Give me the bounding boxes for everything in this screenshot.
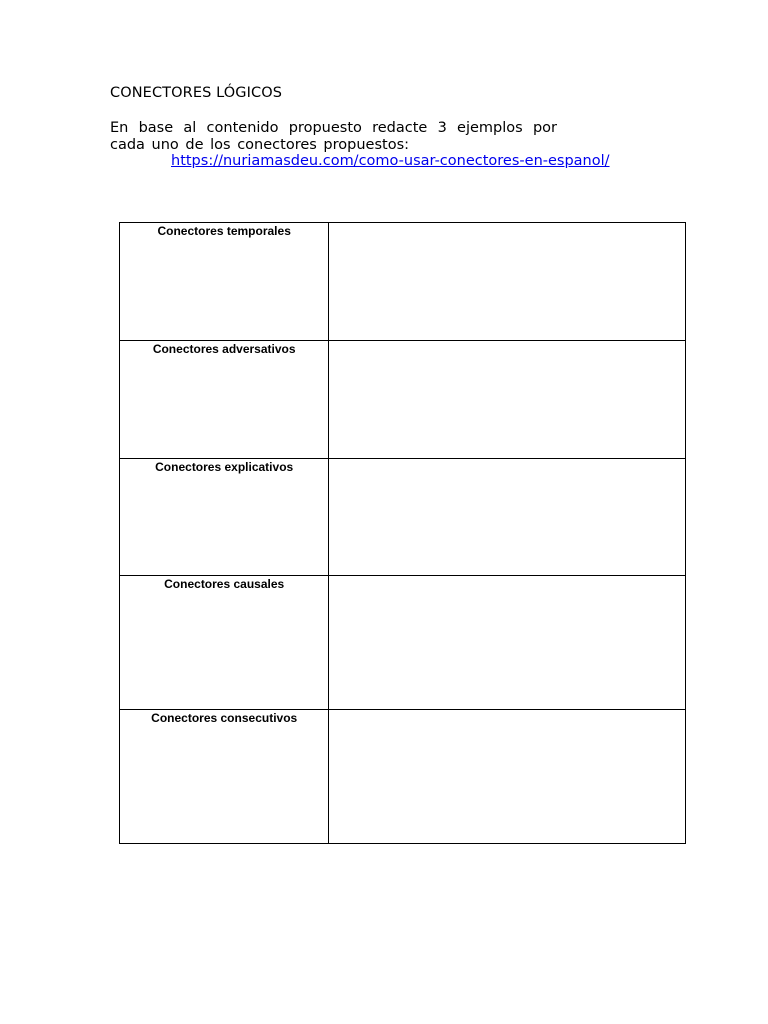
row-label-causales <box>120 576 329 710</box>
table-row <box>120 223 686 341</box>
instructions-line-1: En base al contenido propuesto redacte 3 ejemplos por <box>110 120 557 136</box>
table-row <box>120 459 686 576</box>
row-label-temporales <box>120 223 329 341</box>
answer-cell-consecutivos[interactable] <box>329 710 686 844</box>
row-label-consecutivos <box>120 710 329 844</box>
instructions-line-2: cada uno de los conectores propuestos: <box>110 137 410 153</box>
row-label-adversativos <box>120 341 329 459</box>
row-label-explicativos <box>120 459 329 576</box>
answer-cell-causales[interactable] <box>329 576 686 710</box>
connectors-table <box>119 222 686 844</box>
answer-cell-explicativos[interactable] <box>329 459 686 576</box>
document-title: CONECTORES LÓGICOS <box>110 85 283 101</box>
row-label-text: Conectores consecutivos <box>151 711 298 725</box>
table-row <box>120 341 686 459</box>
row-label-text: Conectores explicativos <box>155 460 294 474</box>
row-label-text: Conectores temporales <box>157 224 291 238</box>
instructions-paragraph <box>110 120 557 154</box>
row-label-text: Conectores adversativos <box>152 342 296 356</box>
table-row <box>120 710 686 844</box>
reference-link[interactable]: https://nuriamasdeu.com/como-usar-conectores-en-espanol/ <box>171 153 610 169</box>
answer-cell-adversativos[interactable] <box>329 341 686 459</box>
answer-cell-temporales[interactable] <box>329 223 686 341</box>
table-row <box>120 576 686 710</box>
row-label-text: Conectores causales <box>164 577 285 591</box>
